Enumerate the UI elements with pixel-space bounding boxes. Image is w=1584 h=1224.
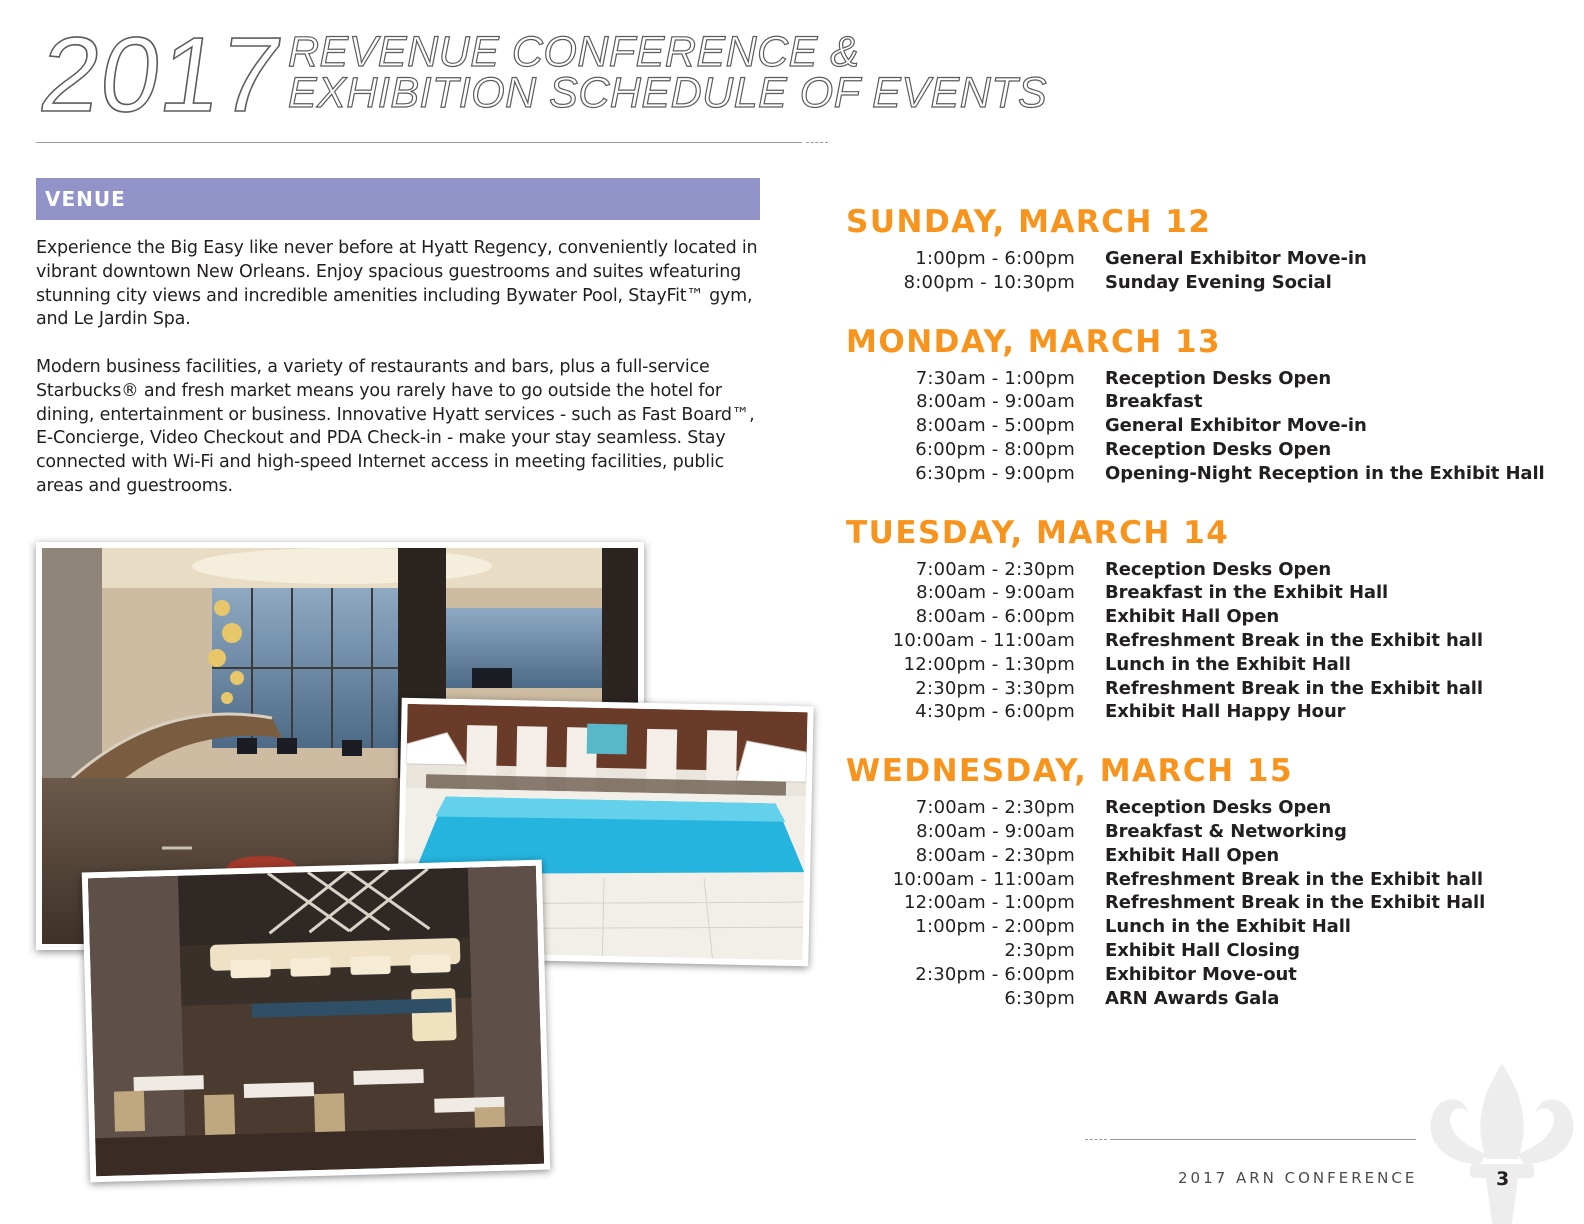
event-row	[846, 653, 1566, 677]
day-heading: MONDAY, MARCH 13	[846, 323, 1222, 360]
event-row	[846, 438, 1566, 462]
event-row	[846, 796, 1566, 820]
event-name: Opening-Night Reception in the Exhibit Hall	[1105, 462, 1545, 484]
venue-paragraph-1: Experience the Big Easy like never before at Hyatt Regency, conveniently located in vibrant downtown New Orleans. Enjoy spacious guestrooms and suites wfeaturing stunning city views and incredible amenities including Bywater Pool, StayFit™ gym, and Le Jardin Spa.	[36, 238, 758, 330]
event-name: Refreshment Break in the Exhibit hall	[1105, 629, 1483, 651]
event-name: Exhibit Hall Open	[1105, 844, 1280, 866]
venue-heading: VENUE	[36, 178, 760, 220]
event-list	[846, 247, 1566, 295]
event-list	[846, 367, 1566, 486]
event-time: 6:30pm - 9:00pm	[915, 462, 1075, 484]
footer-divider	[1110, 1139, 1416, 1140]
event-name: Lunch in the Exhibit Hall	[1105, 653, 1351, 675]
venue-paragraph-2: Modern business facilities, a variety of restaurants and bars, plus a full-service Starbucks® and fresh market means you rarely have to go outside the hotel for dining, entertainment or business. Innovative Hyatt services - such as Fast Board™, E-Concierge, Video Checkout and PDA Check-in - make your stay seamless. Stay connected with Wi-Fi and high-speed Internet access in meeting facilities, public areas and guestrooms.	[36, 357, 755, 496]
restaurant-photo	[82, 860, 550, 1183]
day-block	[846, 320, 1566, 486]
fleur-de-lis-icon	[1420, 1064, 1584, 1224]
event-name: General Exhibitor Move-in	[1105, 415, 1367, 437]
event-row	[846, 891, 1566, 915]
event-time: 7:00am - 2:30pm	[915, 797, 1075, 819]
page-title-line1: REVENUE CONFERENCE &	[288, 28, 860, 76]
event-row	[846, 390, 1566, 414]
footer-label: 2017 ARN CONFERENCE	[1178, 1169, 1418, 1187]
event-name: Exhibit Hall Open	[1105, 606, 1280, 628]
event-time: 6:00pm - 8:00pm	[915, 438, 1075, 460]
event-row	[846, 677, 1566, 701]
footer-divider-dash	[1085, 1139, 1107, 1140]
page-title	[288, 28, 1048, 117]
day-heading: SUNDAY, MARCH 12	[846, 204, 1212, 240]
event-row	[846, 581, 1566, 605]
event-row	[846, 247, 1566, 271]
event-row	[846, 605, 1566, 629]
event-time: 8:00am - 5:00pm	[915, 415, 1075, 437]
event-name: Breakfast & Networking	[1105, 820, 1347, 842]
event-time: 2:30pm - 3:30pm	[915, 677, 1075, 699]
event-time: 8:00pm - 10:30pm	[903, 271, 1075, 293]
event-time: 1:00pm - 6:00pm	[915, 248, 1075, 269]
event-time: 2:30pm	[1004, 939, 1075, 961]
event-row	[846, 367, 1566, 391]
event-name: Refreshment Break in the Exhibit hall	[1105, 677, 1483, 699]
event-name: Reception Desks Open	[1105, 797, 1332, 819]
event-time: 8:00am - 9:00am	[916, 820, 1075, 842]
event-row	[846, 868, 1566, 892]
page-title-line2: EXHIBITION SCHEDULE OF EVENTS	[288, 69, 1048, 117]
header-divider-dash	[806, 142, 828, 143]
event-time: 12:00am - 1:00pm	[904, 892, 1075, 914]
event-time: 6:30pm	[1004, 987, 1075, 1009]
event-name: Refreshment Break in the Exhibit Hall	[1105, 892, 1486, 914]
event-name: General Exhibitor Move-in	[1105, 248, 1367, 269]
event-name: Breakfast in the Exhibit Hall	[1105, 582, 1389, 604]
event-name: Exhibit Hall Happy Hour	[1105, 701, 1346, 723]
event-time: 8:00am - 6:00pm	[915, 606, 1075, 628]
day-heading: TUESDAY, MARCH 14	[846, 514, 1230, 551]
event-time: 10:00am - 11:00am	[892, 629, 1075, 651]
event-time: 10:00am - 11:00am	[892, 868, 1075, 890]
event-row	[846, 844, 1566, 868]
event-row	[846, 820, 1566, 844]
event-time: 8:00am - 9:00am	[916, 582, 1075, 604]
day-block	[846, 749, 1566, 1010]
event-time: 4:30pm - 6:00pm	[915, 701, 1075, 723]
page-year: 2017	[33, 16, 290, 134]
event-name: Sunday Evening Social	[1105, 271, 1332, 293]
day-block	[846, 200, 1566, 295]
event-row	[846, 414, 1566, 438]
event-row	[846, 963, 1566, 987]
event-time: 12:00pm - 1:30pm	[903, 653, 1075, 675]
event-time: 8:00am - 2:30pm	[915, 844, 1075, 866]
event-time: 7:00am - 2:30pm	[915, 558, 1075, 580]
event-name: Lunch in the Exhibit Hall	[1105, 916, 1351, 938]
event-name: ARN Awards Gala	[1105, 987, 1280, 1009]
header-divider	[36, 142, 802, 143]
event-name: Reception Desks Open	[1105, 558, 1332, 580]
event-row	[846, 629, 1566, 653]
event-list	[846, 796, 1566, 1010]
event-row	[846, 915, 1566, 939]
event-row	[846, 271, 1566, 295]
day-block	[846, 511, 1566, 725]
event-name: Reception Desks Open	[1105, 438, 1332, 460]
event-list	[846, 558, 1566, 725]
event-name: Breakfast	[1105, 391, 1203, 413]
event-row	[846, 558, 1566, 582]
day-heading: WEDNESDAY, MARCH 15	[846, 753, 1294, 790]
event-row	[846, 462, 1566, 486]
event-time: 8:00am - 9:00am	[916, 391, 1075, 413]
event-row	[846, 987, 1566, 1011]
event-row	[846, 700, 1566, 724]
event-name: Exhibitor Move-out	[1105, 963, 1297, 985]
page-number: 3	[1496, 1168, 1510, 1190]
event-row	[846, 939, 1566, 963]
event-name: Exhibit Hall Closing	[1105, 939, 1300, 961]
event-time: 7:30am - 1:00pm	[915, 367, 1075, 389]
schedule	[846, 200, 1566, 1035]
event-time: 2:30pm - 6:00pm	[915, 963, 1075, 985]
event-name: Refreshment Break in the Exhibit hall	[1105, 868, 1483, 890]
event-time: 1:00pm - 2:00pm	[915, 916, 1075, 938]
event-name: Reception Desks Open	[1105, 367, 1332, 389]
